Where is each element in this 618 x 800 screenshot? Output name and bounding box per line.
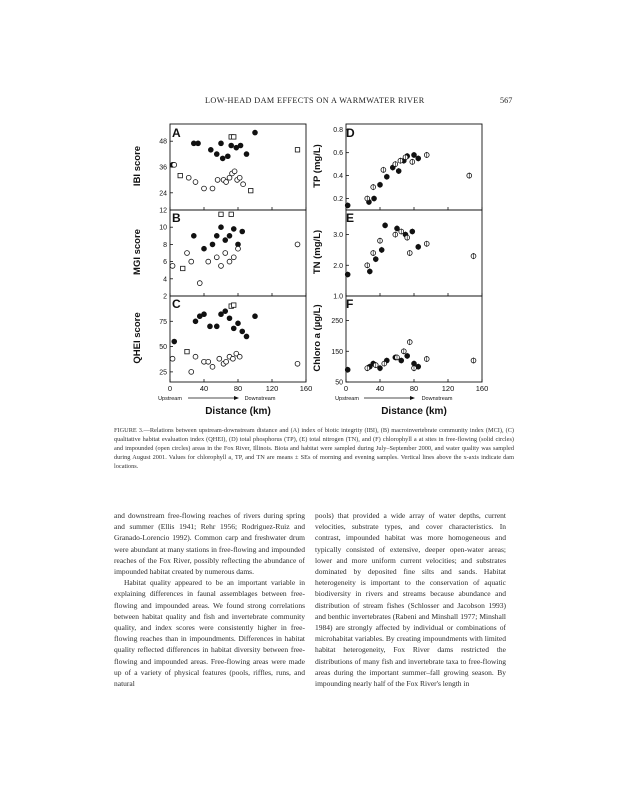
data-point-b [229, 212, 233, 216]
upstream-label-left: Upstream [158, 396, 182, 402]
xtick-right-40: 40 [375, 384, 385, 393]
ytick-label-a: 36 [159, 164, 167, 172]
data-point-c [244, 334, 249, 339]
data-point-a [253, 130, 258, 135]
data-point-a [215, 178, 220, 183]
data-point-b [206, 259, 211, 264]
data-point-c [217, 356, 222, 361]
ylabel-chloro: Chloro a (µg/L) [312, 304, 323, 372]
ytick-label-b: 12 [159, 207, 167, 215]
running-head: LOW-HEAD DAM EFFECTS ON A WARMWATER RIVER [205, 96, 425, 105]
data-point-a [210, 186, 215, 191]
data-point-a [244, 152, 249, 157]
data-point-b [202, 246, 207, 251]
data-point-a [237, 175, 242, 180]
panel-frame-b [170, 210, 306, 296]
xtick-right-120: 120 [441, 384, 455, 393]
data-point-c [232, 303, 236, 307]
data-point-a [208, 147, 213, 152]
ytick-label-f: 150 [331, 348, 343, 356]
data-point-b [236, 246, 241, 251]
ytick-label-b: 8 [163, 241, 167, 249]
ytick-label-d: 0.8 [333, 127, 343, 135]
body-paragraph: Habitat quality appeared to be an important variable in explaining differences in faunal assemblages between free-flowing and impounded areas. We found strong correlations between habitat quality and fish and invertebrate community quality, and index scores were consistently higher in free-flowing reaches than in impoundments. Differences in habitat quality reflected differences in habitat diversity between free-flowing and impounded areas. Free-flowing areas were made up of a variety of physical features (pools, riffles, runs, and natural [114, 578, 305, 689]
xtick-left-40: 40 [199, 384, 209, 393]
ylabel-tp: TP (mg/L) [312, 144, 323, 188]
arrowhead-left [234, 396, 239, 400]
ytick-label-b: 4 [163, 276, 167, 284]
ytick-label-a: 24 [159, 190, 167, 198]
data-point-c [208, 324, 213, 329]
data-point-b [295, 242, 300, 247]
data-point-a [225, 154, 230, 159]
data-point-b [170, 264, 175, 269]
ytick-label-e: 3.0 [333, 232, 343, 240]
panel-letter-f: F [346, 297, 354, 311]
data-point-b [214, 255, 219, 260]
xtick-right-80: 80 [409, 384, 419, 393]
ytick-label-c: 25 [159, 369, 167, 377]
data-point-a [172, 162, 177, 167]
data-point-c [172, 339, 177, 344]
xlabel-left: Distance (km) [205, 406, 271, 417]
data-point-c [202, 312, 207, 317]
data-point-b [231, 255, 236, 260]
data-point-b [191, 233, 196, 238]
ytick-label-d: 0.4 [333, 173, 343, 181]
data-point-a [232, 135, 236, 139]
data-point-c [227, 316, 232, 321]
panel-letter-d: D [346, 126, 355, 140]
data-point-a [229, 143, 234, 148]
data-point-a [186, 175, 191, 180]
data-point-c [231, 356, 236, 361]
data-point-c [231, 326, 236, 331]
page-number: 567 [500, 96, 513, 105]
data-point-c [240, 329, 245, 334]
ytick-label-f: 250 [331, 318, 343, 326]
data-point-b [227, 233, 232, 238]
data-point-c [253, 314, 258, 319]
data-point-a [220, 156, 225, 161]
ytick-label-c: 50 [159, 344, 167, 352]
downstream-label-left: Downstream [244, 396, 276, 402]
data-point-a [249, 188, 253, 192]
panel-letter-a: A [172, 126, 181, 140]
data-point-b [240, 229, 245, 234]
data-point-b [210, 242, 215, 247]
ytick-label-d: 0.2 [333, 196, 343, 204]
data-point-c [170, 356, 175, 361]
ytick-label-e: 2.0 [333, 262, 343, 270]
ylabel-mgi: MGI score [132, 229, 143, 275]
data-point-b [185, 251, 190, 256]
data-point-c [193, 354, 198, 359]
data-point-b [219, 264, 224, 269]
ylabel-ibi: IBI score [132, 145, 143, 187]
xlabel-right: Distance (km) [381, 406, 447, 417]
ytick-label-a: 48 [159, 138, 167, 146]
data-point-a [224, 180, 229, 185]
panel-letter-b: B [172, 211, 181, 225]
data-point-c [210, 364, 215, 369]
data-point-b [219, 212, 223, 216]
data-point-a [196, 141, 201, 146]
data-point-c [237, 354, 242, 359]
data-point-a [202, 186, 207, 191]
data-point-b [197, 281, 202, 286]
xtick-left-80: 80 [233, 384, 243, 393]
figure-caption: FIGURE 3.—Relations between upstream-downstream distance and (A) index of biotic integrity (IBI), (B) macroinvertebrate community index (MCI), (C) qualitative habitat evaluation index (QHEI), (D) total phosphorus (TP), (E) total nitrogen (TN), and (F) chlorophyll a at sites in free-flowing (solid circles) and impounded (open circles) areas in the Fox River, Illinois. Biota and habitat were sampled during July–September 2000, and water quality was sampled during August 2001. Values for chlorophyll a, TP, and TN are means ± SEs of morning and evening samples. Vertical lines above the x-axis indicate dam locations. [114, 427, 514, 470]
xtick-left-160: 160 [299, 384, 313, 393]
data-point-a [219, 141, 224, 146]
data-point-b [219, 225, 224, 230]
data-point-b [223, 238, 228, 243]
data-point-c [223, 309, 228, 314]
data-point-b [223, 251, 228, 256]
ylabel-qhei: QHEI score [132, 312, 143, 364]
data-point-b [214, 233, 219, 238]
body-column-left [114, 510, 305, 689]
body-paragraph: pools) that provided a wide array of water depths, current velocities, substrate types, and cover characteristics. In contrast, impounded habitat was more homogeneous and typically consisted of extensive, deeper open-water areas; lower and more uniform current velocities; and substrates dominated by deposited fine silts and sands. Habitat heterogeneity is important to the conservation of aquatic biodiversity in rivers and streams because abundance and distribution of stream fishes (Schlosser and Jacobson 1993) and benthic invertebrates (Rabeni and Minshall 1977; Minshall 1984) are strongly affected by individual or combinations of microhabitat variables. By creating impoundments with limited habitat heterogeneity, Fox River dams restricted the distributions of many fish and invertebrate taxa to free-flowing areas during the important summer–fall growing season. By impounding nearly half of the Fox River's length in [315, 511, 506, 689]
figure-3-scatter-panels [110, 112, 510, 422]
data-point-a [241, 182, 246, 187]
data-point-c [236, 321, 241, 326]
panel-frame-a [170, 124, 306, 210]
ytick-label-b: 6 [163, 259, 167, 267]
ytick-label-b: 10 [159, 224, 167, 232]
data-point-a [295, 148, 299, 152]
data-point-c [219, 312, 224, 317]
data-point-a [178, 173, 182, 177]
data-point-a [214, 152, 219, 157]
upstream-label-right: Upstream [335, 396, 359, 402]
ytick-label-e: 1.0 [333, 293, 343, 301]
body-paragraph: and downstream free-flowing reaches of rivers during spring and summer (Ellis 1941; Rehr 1956; Rodriguez-Ruiz and Granado-Lorencio 1992). Common carp and freshwater drum were abundant at many stations in free-flowing and impounded reaches of the Fox River, possibly reflecting the abundance of impounded habitat created by numerous dams. [114, 511, 305, 577]
arrowhead-right [410, 396, 415, 400]
data-point-c [185, 349, 189, 353]
xtick-right-0: 0 [343, 384, 349, 393]
data-point-c [206, 359, 211, 364]
data-point-b [181, 266, 185, 270]
data-point-c [295, 361, 300, 366]
data-point-b [189, 259, 194, 264]
downstream-label-right: Downstream [421, 396, 453, 402]
xtick-right-160: 160 [475, 384, 489, 393]
panel-frame-e [346, 210, 482, 296]
ytick-label-f: 50 [335, 379, 343, 387]
ytick-label-c: 75 [159, 318, 167, 326]
panel-letter-e: E [346, 211, 355, 225]
data-point-a [232, 169, 237, 174]
panel-frame-c [170, 296, 306, 382]
ytick-label-d: 0.6 [333, 150, 343, 158]
panel-letter-c: C [172, 297, 181, 311]
ytick-label-b: 2 [163, 293, 167, 301]
xtick-left-120: 120 [265, 384, 279, 393]
data-point-c [193, 319, 198, 324]
data-point-c [189, 369, 194, 374]
data-point-b [231, 227, 236, 232]
xtick-left-0: 0 [167, 384, 173, 393]
data-point-a [193, 180, 198, 185]
data-point-b [227, 259, 232, 264]
ylabel-tn: TN (mg/L) [312, 229, 323, 275]
data-point-a [238, 143, 243, 148]
body-column-right [315, 510, 506, 689]
data-point-c [214, 324, 219, 329]
data-point-c [224, 359, 229, 364]
